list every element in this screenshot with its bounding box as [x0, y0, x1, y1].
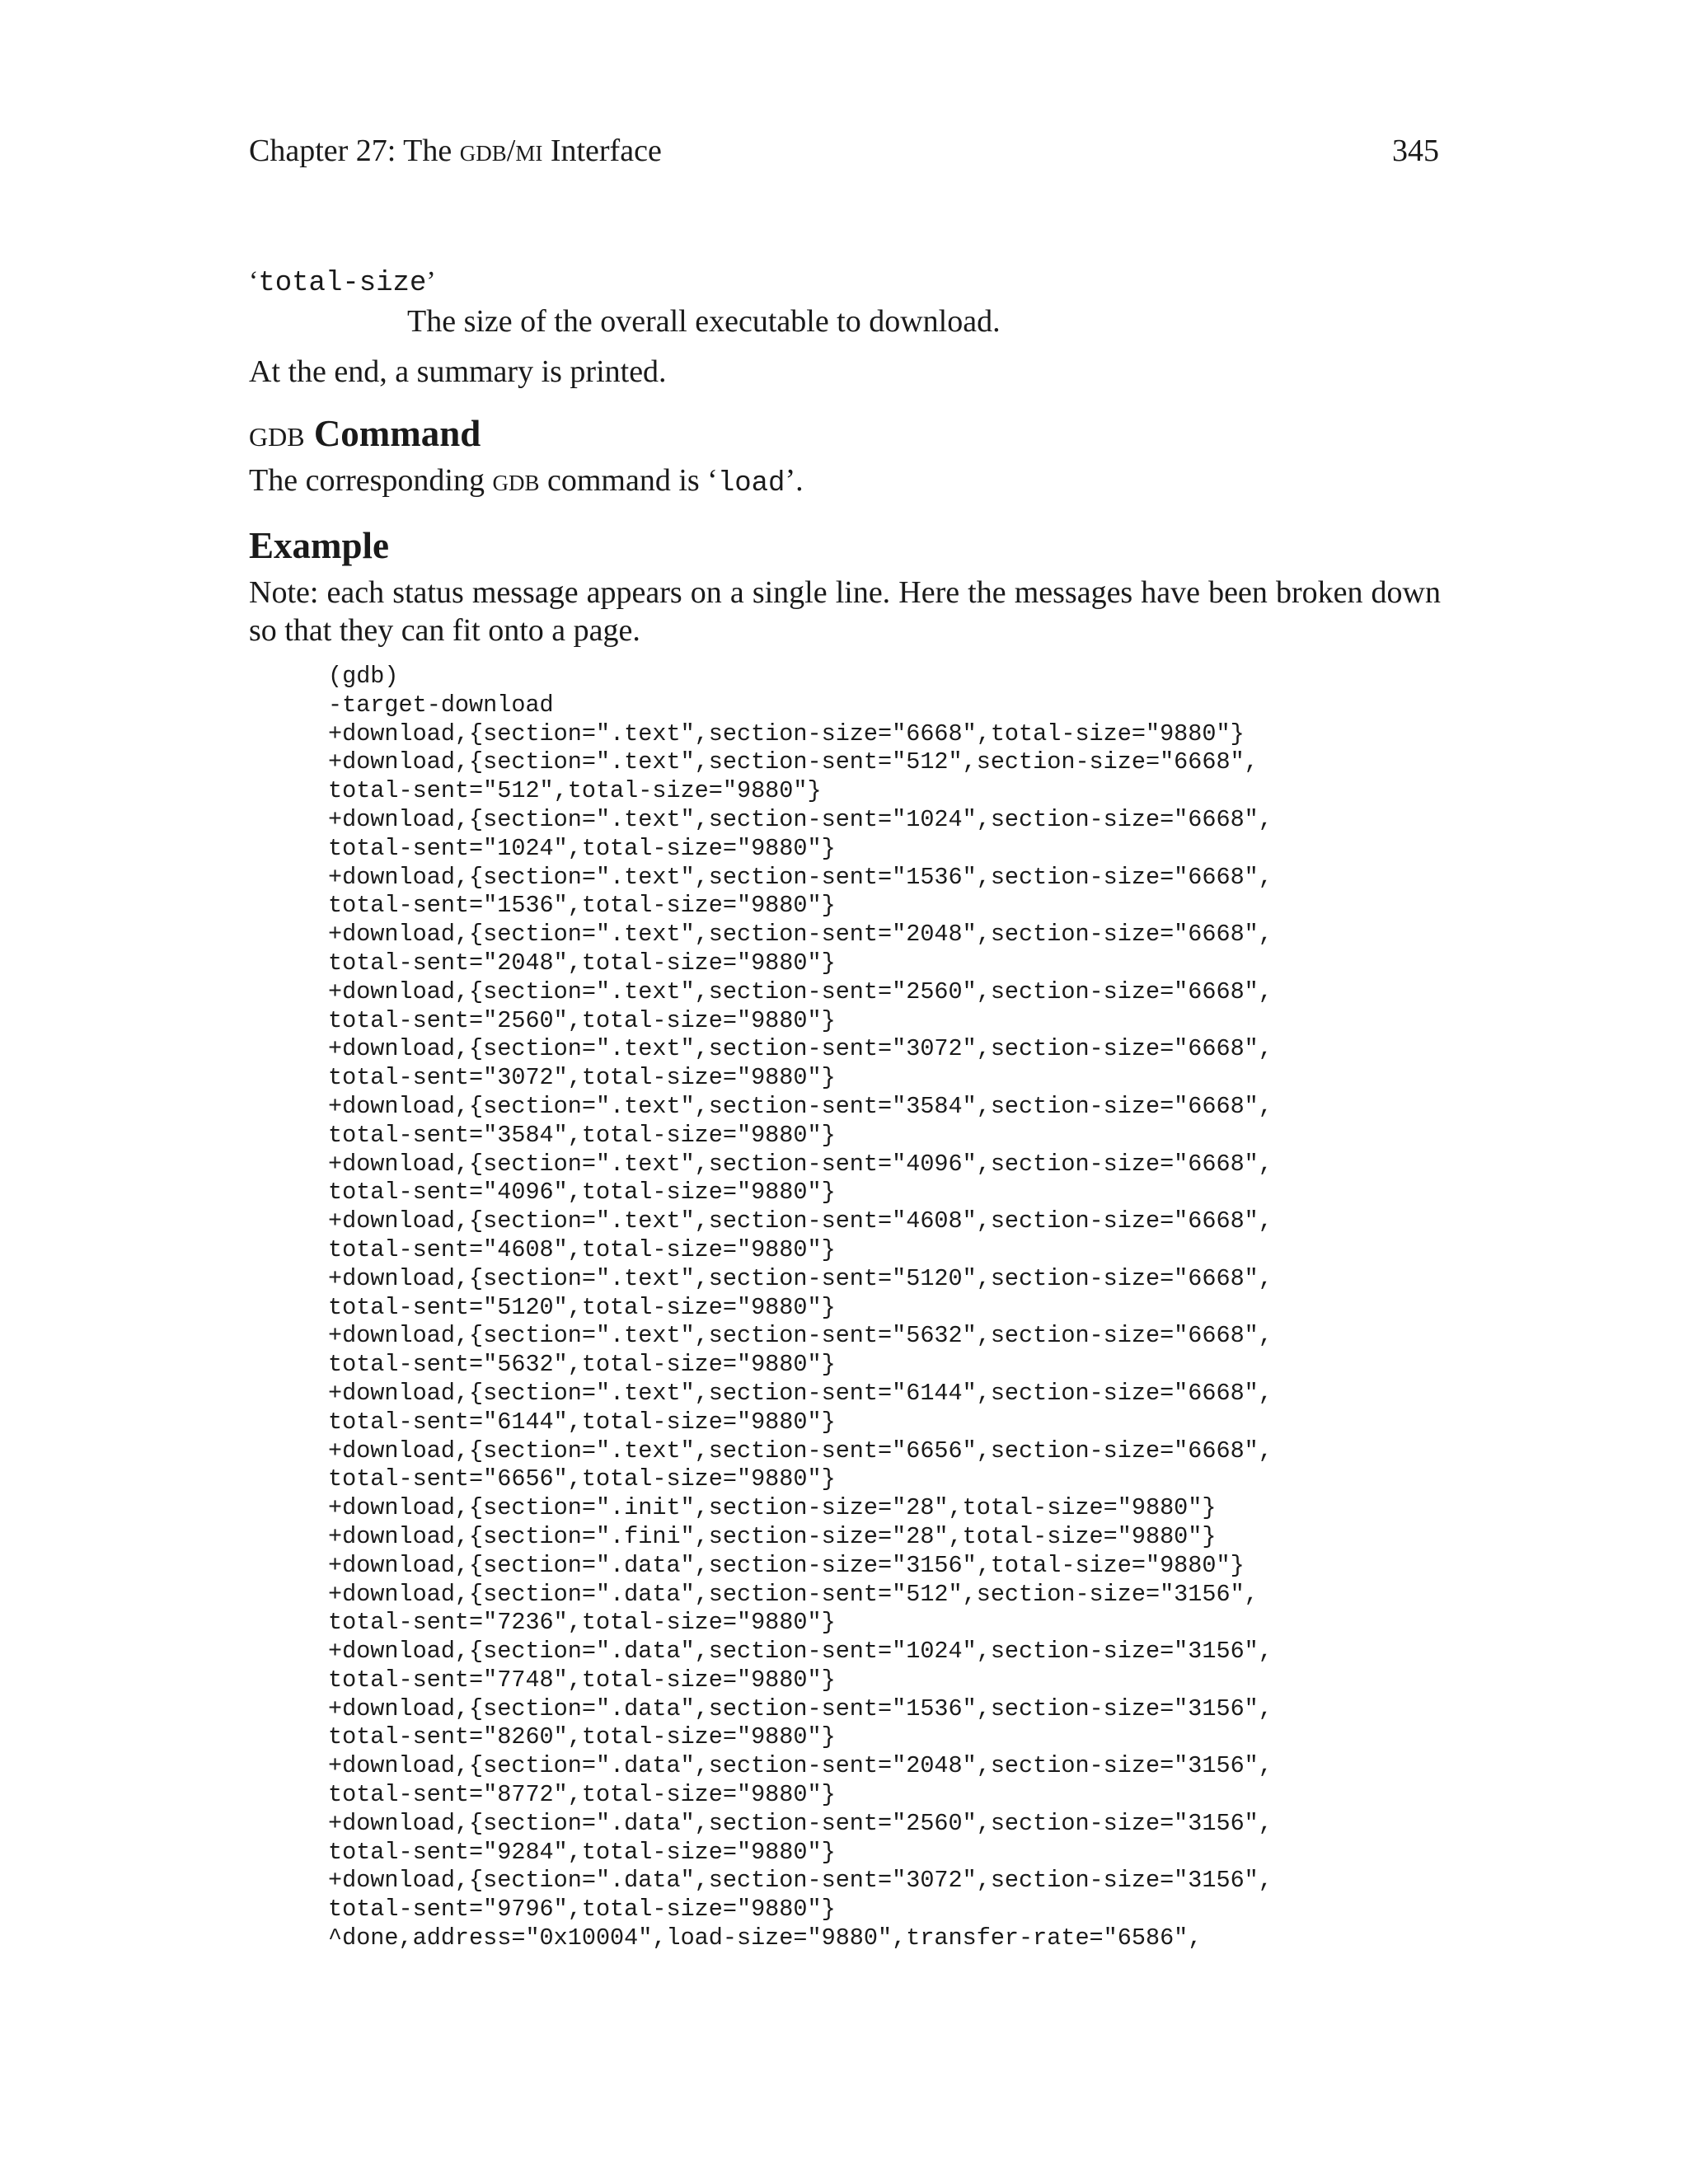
- example-heading: Example: [249, 525, 390, 566]
- code-line: total-sent="9796",total-size="9880"}: [328, 1896, 836, 1924]
- code-line: total-sent="8260",total-size="9880"}: [328, 1723, 836, 1751]
- code-line: total-sent="5632",total-size="9880"}: [328, 1351, 836, 1379]
- example-code-block: [328, 663, 1441, 1953]
- code-line: +download,{section=".text",section-sent="3072",section-size="6668",: [328, 1035, 1273, 1063]
- page-number: 345: [1392, 134, 1439, 168]
- chapter-slash: /: [506, 134, 516, 168]
- code-line: +download,{section=".data",section-sent="512",section-size="3156",: [328, 1580, 1259, 1608]
- page-content: [249, 264, 1441, 1953]
- chapter-title: [249, 130, 662, 171]
- code-line: total-sent="7236",total-size="9880"}: [328, 1609, 836, 1637]
- code-line: ^done,address="0x10004",load-size="9880",transfer-rate="6586",: [328, 1924, 1203, 1952]
- gdb-command-heading: [249, 410, 1441, 457]
- code-line: (gdb): [328, 663, 399, 690]
- definition-term: ‘total-size’: [249, 266, 436, 299]
- heading-gdb: gdb: [249, 413, 305, 454]
- code-line: total-sent="6656",total-size="9880"}: [328, 1465, 836, 1493]
- code-line: +download,{section=".text",section-sent="4096",section-size="6668",: [328, 1150, 1273, 1178]
- summary-paragraph: At the end, a summary is printed.: [249, 354, 667, 389]
- running-header: [249, 130, 1439, 171]
- code-line: total-sent="3072",total-size="9880"}: [328, 1064, 836, 1092]
- chapter-mi: mi: [515, 134, 543, 168]
- code-line: +download,{section=".data",section-size="3156",total-size="9880"}: [328, 1551, 1245, 1579]
- code-line: +download,{section=".text",section-sent="3584",section-size="6668",: [328, 1092, 1273, 1120]
- code-line: +download,{section=".text",section-sent="5632",section-size="6668",: [328, 1322, 1273, 1350]
- code-line: +download,{section=".text",section-sent="1024",section-size="6668",: [328, 805, 1273, 833]
- code-line: +download,{section=".data",section-sent="3072",section-size="3156",: [328, 1867, 1273, 1895]
- code-line: -target-download: [328, 691, 554, 719]
- term-name: total-size: [258, 268, 427, 299]
- code-line: total-sent="512",total-size="9880"}: [328, 777, 822, 805]
- code-line: total-sent="9284",total-size="9880"}: [328, 1838, 836, 1866]
- code-line: +download,{section=".text",section-sent="1536",section-size="6668",: [328, 863, 1273, 891]
- code-line: total-sent="6144",total-size="9880"}: [328, 1408, 836, 1436]
- code-line: total-sent="4096",total-size="9880"}: [328, 1179, 836, 1207]
- code-line: +download,{section=".text",section-sent="2560",section-size="6668",: [328, 977, 1273, 1005]
- gdb-command-paragraph: [249, 462, 1441, 503]
- definition-description: The size of the overall executable to download.: [407, 304, 1001, 339]
- code-line: total-sent="1536",total-size="9880"}: [328, 892, 836, 920]
- chapter-suffix: Interface: [542, 134, 662, 168]
- code-line: total-sent="5120",total-size="9880"}: [328, 1293, 836, 1321]
- text-gdb: gdb: [492, 463, 540, 498]
- code-line: +download,{section=".fini",section-size="28",total-size="9880"}: [328, 1522, 1217, 1550]
- code-line: +download,{section=".data",section-sent="1024",section-size="3156",: [328, 1638, 1273, 1666]
- code-line: +download,{section=".text",section-sent="512",section-size="6668",: [328, 748, 1259, 776]
- code-line: +download,{section=".text",section-sent="6656",section-size="6668",: [328, 1436, 1273, 1465]
- text-before: The corresponding: [249, 463, 493, 498]
- code-line: +download,{section=".text",section-sent="4608",section-size="6668",: [328, 1207, 1273, 1235]
- code-line: total-sent="8772",total-size="9880"}: [328, 1781, 836, 1809]
- code-line: +download,{section=".data",section-sent="2560",section-size="3156",: [328, 1809, 1273, 1837]
- code-line: +download,{section=".text",section-sent="2048",section-size="6668",: [328, 921, 1273, 949]
- code-line: total-sent="1024",total-size="9880"}: [328, 834, 836, 862]
- code-line: total-sent="4608",total-size="9880"}: [328, 1235, 836, 1263]
- code-line: total-sent="3584",total-size="9880"}: [328, 1121, 836, 1149]
- code-line: total-sent="2560",total-size="9880"}: [328, 1006, 836, 1034]
- heading-command: Command: [304, 413, 481, 454]
- code-line: +download,{section=".data",section-sent="1536",section-size="3156",: [328, 1694, 1273, 1722]
- code-line: total-sent="7748",total-size="9880"}: [328, 1666, 836, 1694]
- code-line: +download,{section=".data",section-sent="2048",section-size="3156",: [328, 1752, 1273, 1780]
- code-line: total-sent="2048",total-size="9880"}: [328, 949, 836, 977]
- chapter-gdb: gdb: [459, 134, 507, 168]
- text-after: ’.: [785, 463, 804, 498]
- code-line: +download,{section=".text",section-sent="6144",section-size="6668",: [328, 1379, 1273, 1407]
- load-command: load: [717, 468, 785, 499]
- code-line: +download,{section=".init",section-size="28",total-size="9880"}: [328, 1494, 1217, 1522]
- chapter-prefix: Chapter 27: The: [249, 134, 460, 168]
- code-line: +download,{section=".text",section-sent="5120",section-size="6668",: [328, 1264, 1273, 1292]
- code-line: +download,{section=".text",section-size="6668",total-size="9880"}: [328, 719, 1245, 748]
- example-note: Note: each status message appears on a single line. Here the messages have been broken down so that they can fit onto a page.: [249, 575, 1441, 648]
- text-middle: command is ‘: [539, 463, 718, 498]
